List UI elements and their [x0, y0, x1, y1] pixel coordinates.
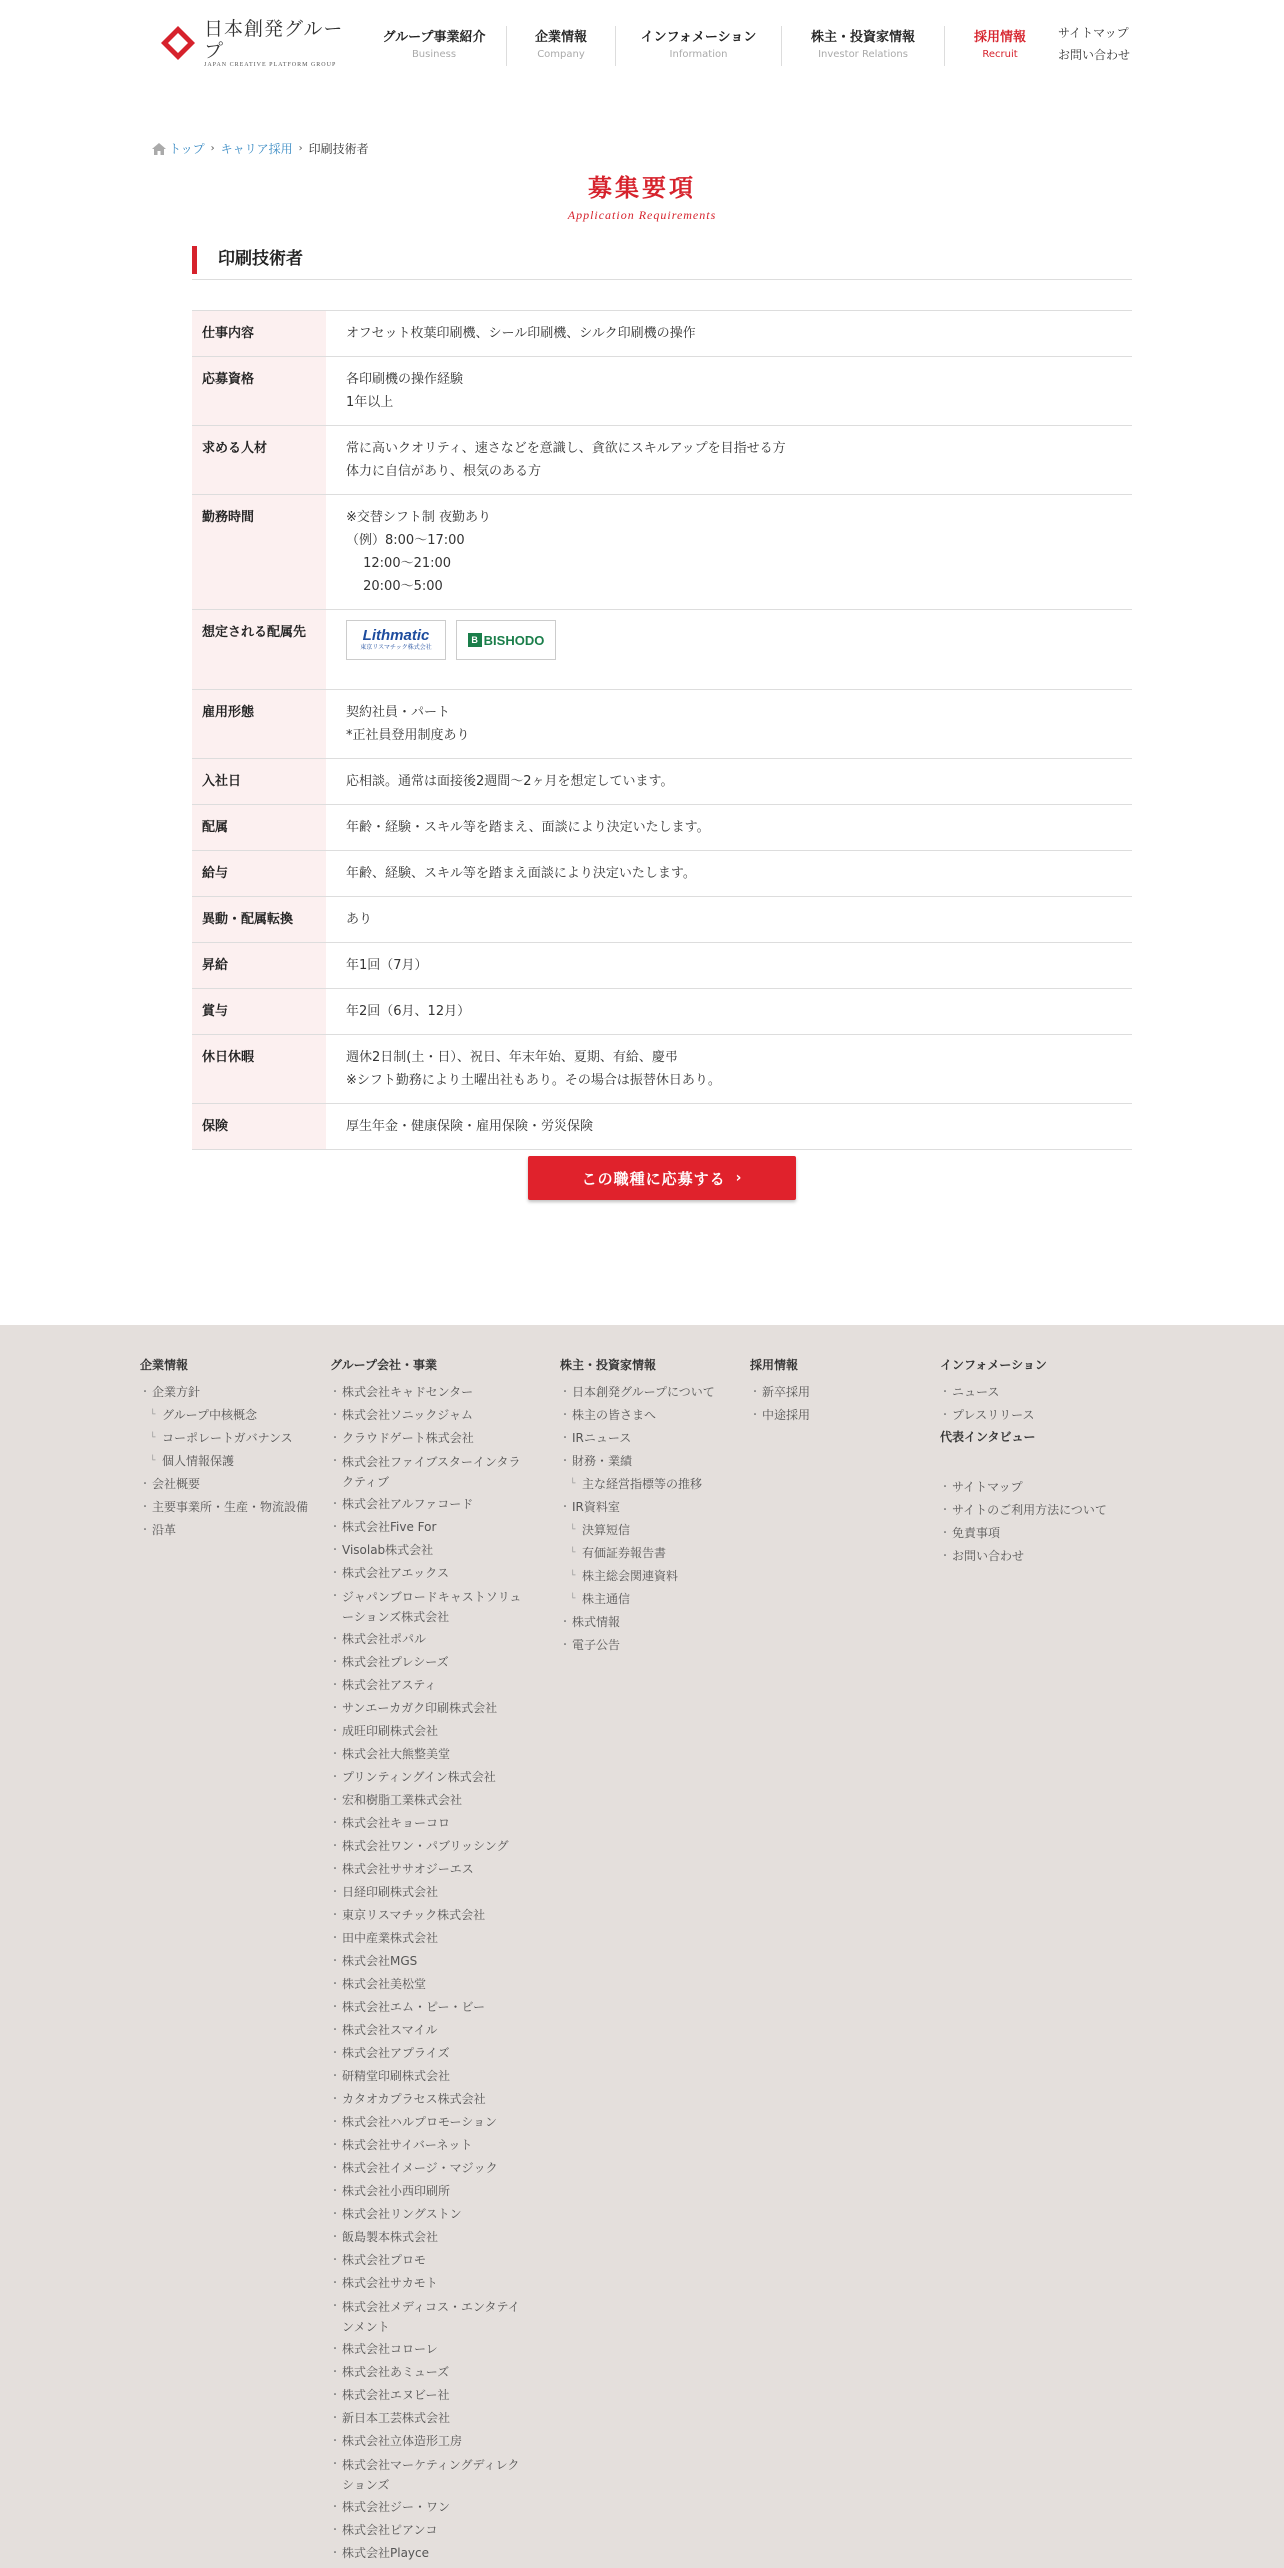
footer-link[interactable]: ・ ニュース — [940, 1381, 1140, 1404]
row-label: 給与 — [192, 851, 326, 896]
nav-information[interactable] — [616, 26, 782, 66]
footer-link[interactable]: ・ IRニュース — [560, 1427, 740, 1450]
page-title: 募集要項 — [588, 173, 696, 202]
table-row — [192, 805, 1132, 851]
footer-link[interactable]: ・ 電子公告 — [560, 1634, 740, 1657]
breadcrumb-home[interactable]: トップ — [169, 142, 205, 156]
footer-link[interactable]: ・ 免責事項 — [940, 1522, 1140, 1545]
job-heading — [192, 246, 1132, 280]
bishodo-logo[interactable]: B BISHODO — [456, 620, 556, 660]
logo-mark-icon — [160, 25, 196, 61]
site-logo[interactable] — [160, 17, 345, 68]
footer-link[interactable]: ・ サイトのご利用方法について — [940, 1499, 1140, 1522]
footer-link[interactable]: └ グループ中核概念 — [140, 1404, 310, 1427]
footer-link[interactable]: ・ 株式会社大熊整美堂 — [330, 1743, 530, 1766]
footer-link[interactable]: ・ 企業方針 — [140, 1381, 310, 1404]
row-label: 賞与 — [192, 989, 326, 1034]
nav-investor-relations[interactable] — [782, 26, 945, 66]
nav-label: 企業情報 — [534, 30, 587, 45]
breadcrumb-career[interactable]: キャリア採用 — [220, 142, 293, 156]
row-value: あり — [346, 912, 373, 927]
footer-link[interactable]: ・ 新卒採用 — [750, 1381, 910, 1404]
footer-link[interactable]: ・ クラウドゲート株式会社 — [330, 1427, 530, 1450]
requirements-table — [192, 310, 1132, 1150]
footer-link[interactable]: ・ 株式会社ピアンコ — [330, 2519, 530, 2542]
footer-link[interactable]: ・ 株式会社Five For — [330, 1516, 530, 1539]
logo-text: 日本創発グループ — [204, 17, 344, 62]
apply-button-label: この職種に応募する — [581, 1169, 726, 1188]
row-label: 応募資格 — [192, 357, 326, 425]
footer-heading[interactable]: インフォメーション — [940, 1358, 1047, 1372]
footer-link[interactable]: ・ 株式会社プレシーズ — [330, 1651, 530, 1674]
footer-link[interactable]: ・ 株式会社美松堂 — [330, 1973, 530, 1996]
footer-col-company — [140, 1355, 310, 1542]
footer-link[interactable]: ・ お問い合わせ — [940, 1545, 1140, 1568]
row-label: 仕事内容 — [192, 311, 326, 356]
footer-link[interactable]: ・ 宏和樹脂工業株式会社 — [330, 1789, 530, 1812]
table-row — [192, 495, 1132, 610]
footer-link[interactable]: ・ 株式会社Playce — [330, 2542, 530, 2565]
footer-link[interactable]: ・ 株式会社エヌビー社 — [330, 2384, 530, 2407]
footer-link[interactable]: └ 有価証券報告書 — [560, 1542, 740, 1565]
footer-link[interactable]: ・ ジャパンブロードキャストソリューションズ株式会社 — [330, 1585, 530, 1628]
nav-label: グループ事業紹介 — [382, 30, 486, 45]
chevron-right-icon: › — [210, 143, 215, 154]
footer-link[interactable]: ・ 東京リスマチック株式会社 — [330, 1904, 530, 1927]
footer-link[interactable]: ・ 財務・業績 — [560, 1450, 740, 1473]
footer-link[interactable]: ・ プレスリリース — [940, 1404, 1140, 1427]
row-label: 配属 — [192, 805, 326, 850]
footer-link[interactable]: ・ 株主の皆さまへ — [560, 1404, 740, 1427]
footer-heading[interactable]: 株主・投資家情報 — [560, 1358, 657, 1372]
table-row — [192, 426, 1132, 495]
footer-link[interactable]: ・ 株式会社スマイル — [330, 2019, 530, 2042]
chevron-right-icon: › — [298, 143, 303, 154]
footer-link[interactable]: ・ 株式会社アエックス — [330, 1562, 530, 1585]
footer-link[interactable]: ・ 株式会社サイバーネット — [330, 2134, 530, 2157]
row-label: 保険 — [192, 1104, 326, 1149]
footer-link[interactable]: ・ 研精堂印刷株式会社 — [330, 2065, 530, 2088]
footer-link[interactable]: ・ 株式会社イメージ・マジック — [330, 2157, 530, 2180]
table-row — [192, 311, 1132, 357]
row-value: 常に高いクオリティ、速さなどを意識し、貪欲にスキルアップを目指せる方 体力に自信があり、根気のある方 — [346, 441, 786, 479]
footer-link[interactable]: ・ 株式会社メディコス・エンタテインメント — [330, 2295, 530, 2338]
logo-subtext: JAPAN CREATIVE PLATFORM GROUP — [204, 61, 337, 68]
job-title: 印刷技術者 — [218, 249, 303, 269]
nav-sublabel: Information — [669, 49, 728, 60]
sitemap-link[interactable]: サイトマップ — [1058, 26, 1129, 40]
footer-link[interactable]: ・ プリンティングイン株式会社 — [330, 1766, 530, 1789]
footer-link[interactable]: ・ 株式会社コローレ — [330, 2338, 530, 2361]
footer-link[interactable]: ・ 株式会社ササオジーエス — [330, 1858, 530, 1881]
bishodo-mark-icon: B — [468, 633, 482, 647]
nav-company[interactable] — [507, 26, 616, 66]
row-value: 年2回（6月、12月） — [346, 1004, 471, 1019]
site-footer — [0, 1325, 1284, 2568]
row-label: 異動・配属転換 — [192, 897, 326, 942]
table-row — [192, 1104, 1132, 1150]
row-label: 昇給 — [192, 943, 326, 988]
nav-recruit[interactable] — [945, 26, 1055, 66]
breadcrumb — [152, 140, 369, 157]
footer-link[interactable]: └ 株主総会関連資料 — [560, 1565, 740, 1588]
footer-link[interactable]: ・ 株式会社ファイブスターインタラクティブ — [330, 1450, 530, 1493]
table-row — [192, 759, 1132, 805]
footer-link[interactable]: ・ 飯島製本株式会社 — [330, 2226, 530, 2249]
footer-link[interactable]: ・ 田中産業株式会社 — [330, 1927, 530, 1950]
row-value: 応相談。通常は面接後2週間～2ヶ月を想定しています。 — [346, 774, 674, 789]
footer-link[interactable]: ・ カタオカプラセス株式会社 — [330, 2088, 530, 2111]
breadcrumb-current: 印刷技術者 — [308, 142, 369, 156]
apply-button[interactable] — [528, 1156, 796, 1200]
footer-col-group — [330, 1355, 530, 2565]
footer-link[interactable]: ・ 株式会社サカモト — [330, 2272, 530, 2295]
row-value: 年齢・経験・スキル等を踏まえ、面談により決定いたします。 — [346, 820, 710, 835]
footer-link[interactable]: ・ Visolab株式会社 — [330, 1539, 530, 1562]
row-value: 週休2日制(土・日）、祝日、年末年始、夏期、有給、慶弔 ※シフト勤務により土曜出社もあり。その場合は振替休日あり。 — [346, 1050, 721, 1088]
footer-link[interactable]: └ コーポレートガバナンス — [140, 1427, 310, 1450]
footer-link[interactable]: ・ 株式会社アルファコード — [330, 1493, 530, 1516]
lithmatic-logo[interactable]: Lithmatic 東京リスマチック株式会社 — [346, 620, 446, 660]
footer-link[interactable]: ・ 株式会社ソニックジャム — [330, 1404, 530, 1427]
table-row — [192, 989, 1132, 1035]
footer-heading[interactable]: グループ会社・事業 — [330, 1358, 438, 1372]
footer-link[interactable]: ・ IR資料室 — [560, 1496, 740, 1519]
footer-link[interactable]: ・ 主要事業所・生産・物流設備 — [140, 1496, 310, 1519]
home-icon — [152, 143, 166, 155]
contact-link[interactable]: お問い合わせ — [1058, 48, 1131, 62]
row-value: 年1回（7月） — [346, 958, 428, 973]
row-value: 年齢、経験、スキル等を踏まえ面談により決定いたします。 — [346, 866, 696, 881]
nav-business[interactable] — [362, 26, 507, 66]
row-value: 厚生年金・健康保険・雇用保険・労災保険 — [346, 1119, 594, 1134]
nav-label: 株主・投資家情報 — [810, 30, 915, 45]
nav-sublabel: Recruit — [982, 49, 1018, 60]
footer-col-ir — [560, 1355, 740, 1657]
footer-link[interactable]: ・ 株式会社あミューズ — [330, 2361, 530, 2384]
row-label: 求める人材 — [192, 426, 326, 494]
nav-label: インフォメーション — [640, 30, 757, 45]
footer-link[interactable]: └ 主な経営指標等の推移 — [560, 1473, 740, 1496]
footer-link[interactable]: ・ 株式会社キャドセンター — [330, 1381, 530, 1404]
footer-col-recruit — [750, 1355, 910, 1427]
global-nav — [362, 26, 1055, 66]
row-value: オフセット枚葉印刷機、シール印刷機、シルク印刷機の操作 — [346, 326, 696, 341]
header-utility-links — [1058, 22, 1130, 66]
footer-link[interactable]: ・ 株式会社アスティ — [330, 1674, 530, 1697]
footer-link[interactable]: ・ 株式会社エム・ピー・ビー — [330, 1996, 530, 2019]
footer-link[interactable]: ・ 中途採用 — [750, 1404, 910, 1427]
footer-link[interactable]: ・ 株式会社ハルプロモーション — [330, 2111, 530, 2134]
footer-link[interactable]: ・ 株式情報 — [560, 1611, 740, 1634]
table-row — [192, 1035, 1132, 1104]
table-row — [192, 897, 1132, 943]
row-label: 想定される配属先 — [192, 610, 326, 689]
footer-link[interactable]: ・ 株式会社ワン・パブリッシング — [330, 1835, 530, 1858]
footer-link[interactable]: ・ サンエーカガク印刷株式会社 — [330, 1697, 530, 1720]
footer-link[interactable]: ・ 株式会社プロモ — [330, 2249, 530, 2272]
footer-link[interactable]: ・ 株式会社マーケティングディレクションズ — [330, 2453, 530, 2496]
footer-link[interactable]: ・ 株式会社アプライズ — [330, 2042, 530, 2065]
footer-col-information — [940, 1355, 1140, 1568]
page-subtitle: Application Requirements — [567, 208, 717, 222]
footer-link[interactable]: ・ 株式会社MGS — [330, 1950, 530, 1973]
table-row — [192, 610, 1132, 690]
table-row — [192, 357, 1132, 426]
nav-label: 採用情報 — [973, 30, 1026, 45]
footer-link[interactable]: ・ 株式会社立体造形工房 — [330, 2430, 530, 2453]
footer-link[interactable]: ・ 沿革 — [140, 1519, 310, 1542]
table-row — [192, 851, 1132, 897]
row-label: 勤務時間 — [192, 495, 326, 609]
nav-sublabel: Business — [411, 49, 457, 60]
footer-link[interactable]: ・ 株式会社小西印刷所 — [330, 2180, 530, 2203]
footer-link[interactable]: └ 決算短信 — [560, 1519, 740, 1542]
row-label: 休日休暇 — [192, 1035, 326, 1103]
nav-sublabel: Company — [537, 49, 585, 60]
company-logos — [346, 620, 1112, 660]
row-label: 入社日 — [192, 759, 326, 804]
footer-link[interactable]: └ 個人情報保護 — [140, 1450, 310, 1473]
footer-link[interactable]: ・ 株式会社キョーコロ — [330, 1812, 530, 1835]
row-value: 各印刷機の操作経験 1年以上 — [346, 372, 464, 410]
footer-link[interactable]: ・ 日本創発グループについて — [560, 1381, 740, 1404]
footer-link[interactable]: └ 株主通信 — [560, 1588, 740, 1611]
footer-link[interactable]: ・ サイトマップ — [940, 1476, 1140, 1499]
footer-link[interactable]: ・ 株式会社ジー・ワン — [330, 2496, 530, 2519]
row-value: 契約社員・パート *正社員登用制度あり — [346, 705, 470, 743]
footer-link[interactable]: ・ 日経印刷株式会社 — [330, 1881, 530, 1904]
footer-link[interactable]: ・ 成旺印刷株式会社 — [330, 1720, 530, 1743]
footer-link[interactable]: ・ 株式会社ポパル — [330, 1628, 530, 1651]
footer-heading[interactable]: 採用情報 — [750, 1358, 799, 1372]
nav-sublabel: Investor Relations — [818, 49, 908, 60]
row-label: 雇用形態 — [192, 690, 326, 758]
footer-heading[interactable]: 企業情報 — [140, 1358, 189, 1372]
footer-link[interactable]: ・ 新日本工芸株式会社 — [330, 2407, 530, 2430]
site-header — [0, 0, 1284, 80]
table-row — [192, 690, 1132, 759]
footer-heading[interactable]: 代表インタビュー — [940, 1430, 1036, 1444]
footer-link[interactable]: ・ 株式会社リングストン — [330, 2203, 530, 2226]
row-value: ※交替シフト制 夜勤あり （例）8:00～17:00 12:00～21:00 20:00～5:00 — [346, 510, 492, 594]
footer-link[interactable]: ・ 会社概要 — [140, 1473, 310, 1496]
chevron-right-icon: › — [735, 1170, 743, 1186]
table-row — [192, 943, 1132, 989]
